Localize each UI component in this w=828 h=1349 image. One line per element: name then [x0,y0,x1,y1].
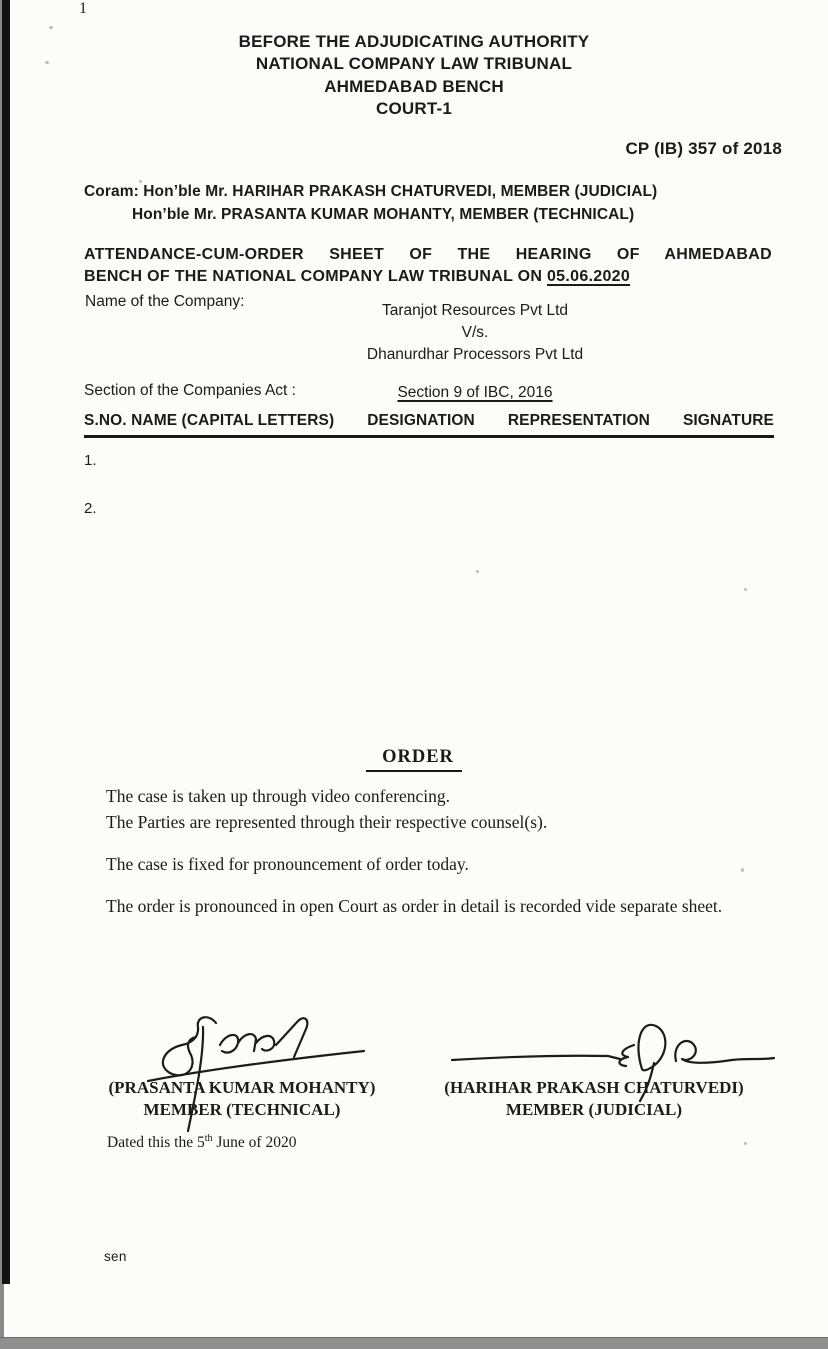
signature-right-line-icon [452,1056,620,1060]
hearing-heading-line2-text: BENCH OF THE NATIONAL COMPANY LAW TRIBUNAL ON [84,268,547,285]
signatory-right [428,1077,760,1120]
col-header-designation: DESIGNATION [367,412,475,429]
order-heading-text: ORDER [366,747,462,772]
coram-block [84,180,657,226]
scan-speck [744,1142,747,1145]
col-header-representation: REPRESENTATION [507,412,650,429]
col-header-sno-name: S.NO. NAME (CAPITAL LETTERS) [84,412,335,429]
company-parties [310,300,640,366]
hearing-heading [84,244,772,288]
attendance-table-header [84,412,774,438]
section-value [310,384,640,402]
signatory-left-name: (PRASANTA KUMAR MOHANTY) [108,1078,376,1097]
order-paragraph: The case is fixed for pronouncement of order today. [106,854,469,874]
section-value-text: Section 9 of IBC, 2016 [397,384,553,401]
dated-prefix: Dated this the 5 [107,1134,205,1152]
scan-edge-left-black [2,0,10,1284]
table-row-number-2: 2. [84,500,97,517]
dated-line [107,1133,296,1152]
order-heading [0,747,828,772]
company-name-label: Name of the Company: [85,293,245,310]
page-number: 1 [79,0,87,17]
coram-line-technical: Hon’ble Mr. PRASANTA KUMAR MOHANTY, MEMBER (TECHNICAL) [132,206,635,223]
signatory-left-designation: MEMBER (TECHNICAL) [143,1099,341,1119]
hearing-heading-line2 [84,266,772,288]
title-line-tribunal: NATIONAL COMPANY LAW TRIBUNAL [255,54,573,74]
signatory-right-name: (HARIHAR PRAKASH CHATURVEDI) [444,1078,744,1097]
table-row-number-1: 1. [84,452,97,469]
case-number: CP (IB) 357 of 2018 [625,139,782,158]
order-paragraph: The Parties are represented through their respective counsel(s). [106,812,548,832]
coram-line-judicial: Coram: Hon’ble Mr. HARIHAR PRAKASH CHATURVEDI, MEMBER (JUDICIAL) [84,183,658,200]
scan-speck [49,26,53,29]
order-paragraph: The case is taken up through video conferencing. [106,786,451,806]
hearing-heading-line1: ATTENDANCE-CUM-ORDER SHEET OF THE HEARING OF AHMEDABAD [84,246,772,263]
footer-initials: sen [104,1249,127,1264]
dated-suffix: June of 2020 [212,1134,297,1152]
dated-ordinal: th [204,1133,213,1144]
respondent-name: Dhanurdhar Processors Pvt Ltd [366,346,584,363]
versus-label: V/s. [461,324,489,341]
scan-speck [744,588,747,591]
court-title-block [0,31,828,121]
signatory-left [92,1077,392,1120]
title-line-bench: AHMEDABAD BENCH [324,76,504,96]
petitioner-name: Taranjot Resources Pvt Ltd [381,302,569,319]
scan-speck [476,570,479,573]
order-paragraph: The order is pronounced in open Court as order in detail is recorded vide separate sheet. [106,896,723,916]
hearing-date: 05.06.2020 [546,268,631,285]
col-header-signature: SIGNATURE [682,412,774,429]
signatory-right-designation: MEMBER (JUDICIAL) [505,1099,683,1119]
section-label: Section of the Companies Act : [84,382,296,399]
scan-edge-bottom-bar [0,1337,828,1349]
title-line-court: COURT-1 [375,99,453,119]
title-line-authority: BEFORE THE ADJUDICATING AUTHORITY [238,32,590,51]
